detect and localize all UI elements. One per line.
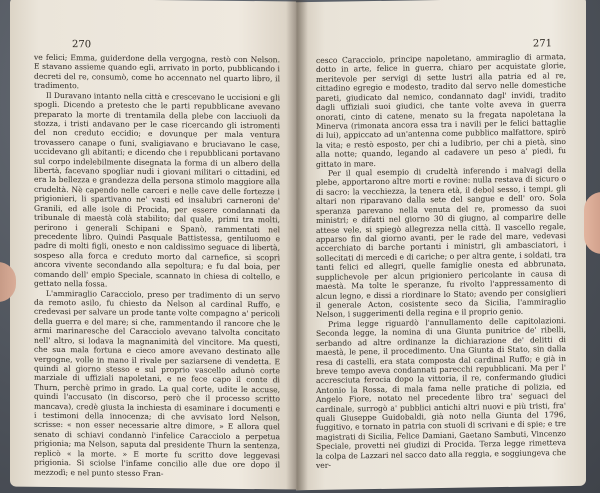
right-page-number: 271 [532,38,552,50]
right-page [296,0,586,490]
book-gutter [286,0,308,490]
left-page-text [34,53,280,480]
left-page [10,0,296,489]
right-page-text [316,52,566,470]
paragraph: ve felici; Emma, guiderdone della vergogna, restò con Nelson. E stavano assieme quando egli, arrivato in porto, pubblicando i decreti del re, consumò, come ho accennato nel quarto libro, il tradimento. [34,52,280,91]
right-thumb [584,192,600,254]
paragraph: L'ammiraglio Caracciolo, preso per tradimento di un servo da remoto asilo, fu chiesto da Nelson al cardinal Ruffo, e credevasi per salvare un prode tante volte compagno a' pericoli della guerra e del mare; si che, rammentando il rancore che le armi marinaresche del Caracciolo avevano talvolta concitato nell' altro, si lodava la magnanimità del vincitore. Ma questi, che sua mala fortuna e cieco amore avevano destinato alle vergogne, volle in mano il rivale per saziarsene di vendetta. E quindi al giorno stesso e sul proprio vascello adunò corte marziale di uffiziali napoletani, e ne fece capo il conte di Thurn, perchè primo in grado. La qual corte, udite le accuse, quindi l'accusato (in discorso, però che il processo scritto mancava), credè giusta la inchiesta di esaminare i documenti e i testimoni della innocenza; di che avvisato lord Nelson, scrisse: « non esser necessarie altre dimore, » E allora quel senato di schiavi condannò l'infelice Caracciolo a perpetua prigionia; ma Nelson, saputa dal presidente Thurn la sentenza, replicò « la morte. » E morte fu scritto dove leggevasi prigionia. Si sciolse l'infame concilio alle due ore dopo il mezzodì; e nel punto stesso Fran- [34,288,280,478]
paragraph: Prima legge riguardò l'annullamento delle capitolazioni. Seconda legge, la nomina di una Giunta punitrice de' ribelli, serbando ad altre ordinanze la dichiarazione de' delitti di maestà, le pene, il procedimento. Una Giunta di Stato, sin dalla resa di castelli, era stata composta dal cardinal Ruffo; e già in breve tempo aveva condannati parecchi repubblicani. Ma per l' accresciuta ferocia dopo la vittoria, il re, confermando giudici Antonio la Rossa, di mala fama nelle pratiche di polizia, ed Angelo Fiore, notato nel precedente libro tra' seguaci del cardinale, surrogò a' pubblici antichi altri nuovi e più tristi, fra' quali Giuseppe Guidobaldi, già noto nella Giunta del 1796, fuggitivo, e tornato in patria con stuoli di scrivani e di spie; e tre magistrati di Sicilia, Felice Damiani, Gaetano Sambuti, Vincenzo Speciale, provetti nei giudizi di Procida. Terza legge rimetteva la colpa de Lazzari nel sacco dato alla reggia, e soggiungeva che ver- [316,315,566,471]
open-book [2,0,598,493]
paragraph: cesco Caracciolo, principe napoletano, ammiraglio di armata, dotto in arte, felice in guerra, chiaro per acquistate glorie, meritevole per servigi di sette lustri alla patria ed al re, cittadino egregio e modesto, tradito dal servo nelle domestiche pareti, giudicato dal nemico, condannato dagl' invidi, tradito dagli uffiziali suoi giudici, che tante volte aveva in guerra onorati, cinto di catene, menato su la fregata napoletana la Minerva (rimonata ancora essa tra i navili per le felici battaglie di lui), appiccato ad un'antenna come pubblico malfattore, spirò la vita; e restò esposto, per chi a ludibrio, per chi a pietà, sino alla notte; quando, legando al cadavere un peso a' piedi, fu gittato in mare. [316,52,566,169]
paragraph: Il Duravano intanto nella città e crescevano le uccisioni e gli spogli. Dicendo a pretesto che le parti repubblicane avevano preparato la morte di trentamila della plebe con lacciuoli da stozza, i tristi andavano per le case ricercando gli istromenti del non creduto eccidio; e dovunque per mala ventura trovassero canape o funi, svaligiavano e bruciavano le case, uccidevano gli abitanti; e dicendo che i repubblicani portavano sul corpo indelebilmente disegnata la forma di un albero della libertà, facevano spogliar nudi i giovani militari o cittadini, ed era la bellezza e grandezza della persona stimolo maggiore alla crudeltà. Nè capendo nelle carceri e nelle cave delle fortezze i prigionieri, li spartivano ne' vasti ed insalubri carneroni de' Granili, ed alle isole di Procida, per essere condannati da tribunale di maestà colà stabilito; dal quale, primi tra molti, perirono i generali Schipani e Spanò, rammentati nel precedente libro. Quindi Pasquale Battistessa, gentiluomo e padre di molti figli, onesto e non caldissimo seguace di libertà, sospeso alla forca e creduto morto dal carnefice, si scoprì ancora vivente secondando alla sepoltura; e fu dal boia, per comando dell' empio Speciale, scannato in chiesa di coltello, e gettato nella fossa. [34,90,280,289]
paragraph: Per il qual esempio di crudeltà inferendo i malvagi della plebe, apportarono altre morti e rovine: nulla restava di sicuro o di sacro: la vecchiezza, la tenera età, il debol sesso, i tempi, gli altari non riparavano dalla sete del sangue e dell' oro. Sola speranza parevano nella venuta del re, promesso da suoi ministri; e difatti nel giorno 30 di giugno, al comparire delle attese vele, si spiegò allegrezza nella città. Il vascello regale, apparso fin dal giorno avanti, per le rade del mare, vedevasi accerchiato di barche portanti i ministri, gli ambasciatori, i sollecitati di mercedi e di cariche; o per altra gente, i soldati, tra tanti felici ed allegri, quelle famiglie onesta ed abbrunata, supplichevole per alcun prigioniero pericolante in causa di maestà. Ma tolte le speranze, fu rivolto l'appressamento di alcun legno, e dissi a riordinare lo Stato; avendo per consiglieri il generale Acton, cosistente seco da Sicilia, l'ammiraglio Nelson, i suggerimenti della regina e il proprio genio. [316,165,566,320]
left-page-number: 270 [72,39,92,51]
